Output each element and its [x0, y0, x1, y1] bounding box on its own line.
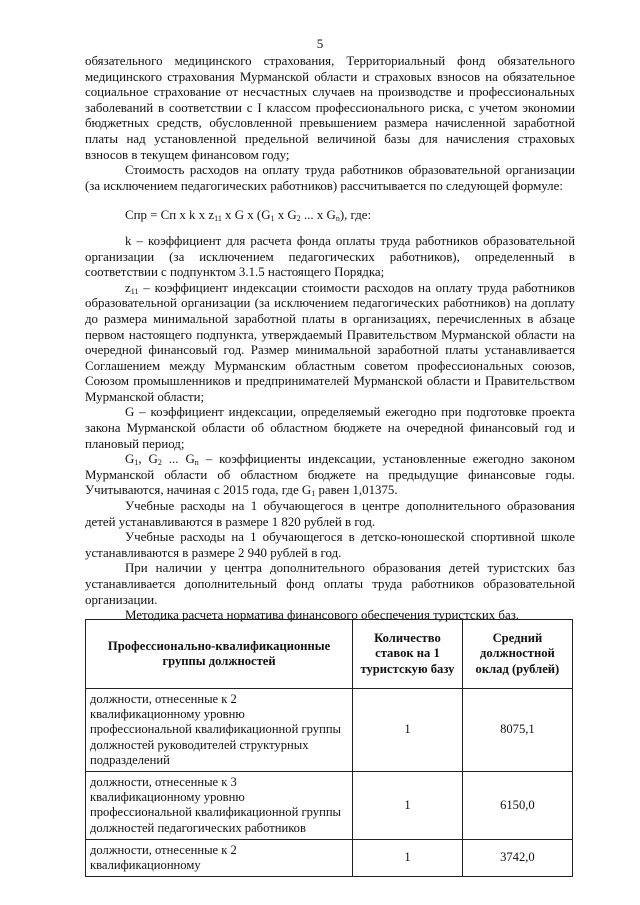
paragraph-tourist-bases: При наличии у центра дополнительного образования детей туристских баз устанавливается дополнительный фонд оплаты труда работников образовательной организации.	[85, 561, 575, 607]
table-header-row	[86, 620, 573, 689]
paragraph-methodology: Методика расчета норматива финансового обеспечения туристских баз.	[125, 608, 520, 623]
cell-salary: 6150,0	[462, 772, 572, 840]
cell-group: должности, отнесенные к 2 квалификационному	[86, 839, 353, 876]
cell-salary: 8075,1	[462, 689, 572, 772]
document-body	[85, 54, 575, 624]
definition-k: k – коэффициент для расчета фонда оплаты труда работников образовательной организации (за исключением педагогических работников), определенный в соответствии с подпунктом 3.1.5 настоящего Порядка;	[85, 233, 575, 280]
header-count: Количество ставок на 1 туристскую базу	[353, 620, 463, 689]
paragraph-insurance: обязательного медицинского страхования, Территориальный фонд обязательного медицинского страхования Мурманской области и страховых взносов на обязательное социальное страхование от несчастных случаев на производстве и профессиональных заболеваний в соответствии с I классом профессионального риска, с учетом экономии бюджетных средств, обусловленной превышением размера начисленной заработной платы над установленной предельной величиной базы для начисления страховых взносов в текущем финансовом году;	[85, 54, 575, 162]
cell-count: 1	[353, 772, 463, 840]
table-row	[86, 689, 573, 772]
definition-g-series: $G_1$, $G_2$ ... $G_n$ – коэффициенты индексации, установленные ежегодно законом Мурманской области об областном бюджете на предыдущие финансовые годы. Учитываются, начиная с 2015 года, где $G_1$ равен 1,01375.	[85, 452, 575, 499]
paragraph-cost-intro: Стоимость расходов на оплату труда работников образовательной организации (за исключением педагогических работников) рассчитывается по следующей формуле:	[85, 163, 575, 193]
page-number: 5	[316, 36, 324, 51]
cell-group: должности, отнесенные к 2 квалификационному уровню профессиональной квалификационной группы должностей руководителей структурных подразделений	[86, 689, 353, 772]
paragraph-learning-costs-center: Учебные расходы на 1 обучающегося в центре дополнительного образования детей устанавливаются в размере 1 820 рублей в год.	[85, 499, 575, 529]
paragraph-learning-costs-sport-school: Учебные расходы на 1 обучающегося в детско-юношеской спортивной школе устанавливаются в размере 2 940 рублей в год.	[85, 530, 575, 560]
cell-count: 1	[353, 689, 463, 772]
header-salary: Средний должностной оклад (рублей)	[462, 620, 572, 689]
cell-count: 1	[353, 839, 463, 876]
cell-salary: 3742,0	[462, 839, 572, 876]
formula: Спр = Сп x k x $z_{11}$ x G x ($G_1$ x $G_2$ ... x $G_n$), где:	[125, 208, 372, 224]
definition-g: G – коэффициент индексации, определяемый ежегодно при подготовке проекта закона Мурманской области об областном бюджете на очередной финансовый год и плановый период;	[85, 405, 575, 451]
table-row	[86, 772, 573, 840]
tourist-base-staff-table	[85, 619, 573, 877]
cell-group: должности, отнесенные к 3 квалификационному уровню профессиональной квалификационной группы должностей педагогических работников	[86, 772, 353, 840]
table-row	[86, 839, 573, 876]
definition-z11: $z_{11}$ – коэффициент индексации стоимости расходов на оплату труда работников образовательной организации (за исключением педагогических работников) на доплату до размера минимальной заработной платы в организациях, перечисленных в абзаце первом настоящего подпункта, утверждаемый Правительством Мурманской области на очередной финансовый год. Размер минимальной заработной платы устанавливается Соглашением между Мурманским областным советом профессиональных союзов, Союзом промышленников и предпринимателей Мурманской области и Правительством Мурманской области;	[85, 280, 575, 404]
header-groups: Профессионально-квалификационные группы должностей	[86, 620, 353, 689]
